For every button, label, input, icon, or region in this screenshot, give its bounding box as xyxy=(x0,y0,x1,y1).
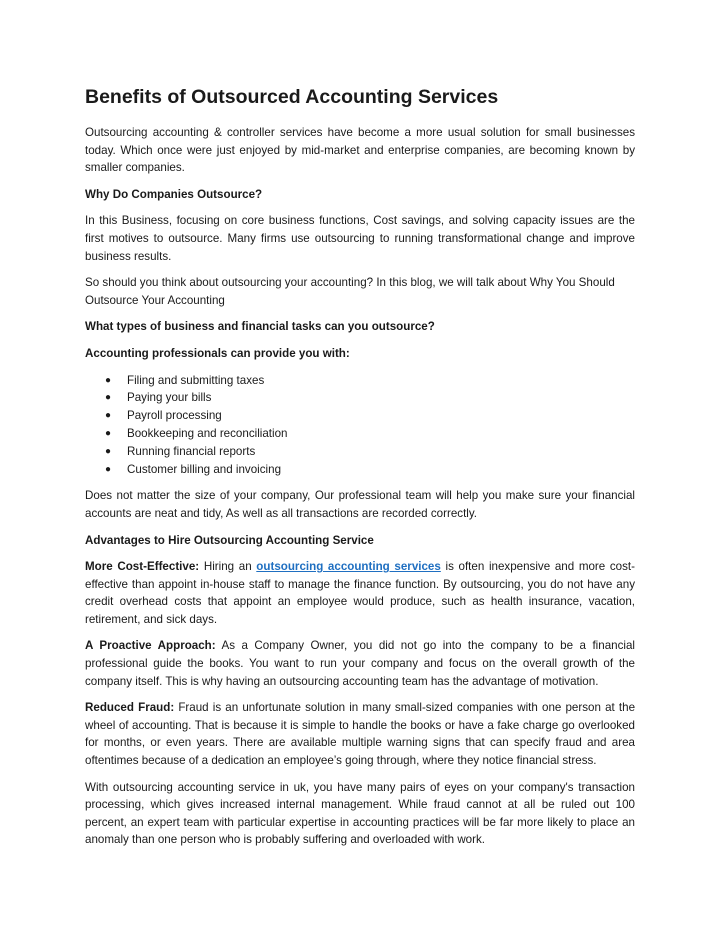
provide-heading: Accounting professionals can provide you with: xyxy=(85,346,350,360)
document-page xyxy=(85,84,635,858)
cost-lead: More Cost-Effective: xyxy=(85,560,200,574)
cost-after-link: is often inexpensive and more cost-effective than appoint in-house staff to manage the finance function. By outsourcing, you do not have any credit overhead costs that appoint an employee would produce, such as health insurance, vacation, retirement, and sick days. xyxy=(85,560,636,626)
fraud-lead: Reduced Fraud: xyxy=(85,701,175,715)
list-item xyxy=(105,407,635,425)
advantages-heading: Advantages to Hire Outsourcing Accounting Service xyxy=(85,533,374,547)
outsourcing-services-link[interactable]: outsourcing accounting services xyxy=(256,560,441,574)
proactive-text: As a Company Owner, you did not go into the company to be a financial professional guide the books. You want to run your company and focus on the overall growth of the company itself. This is why having an outsourcing accounting team has the advantage of motivation. xyxy=(85,639,635,688)
list-item-label: Running financial reports xyxy=(127,444,256,458)
list-item-label: Payroll processing xyxy=(127,409,222,423)
closing-paragraph: With outsourcing accounting service in uk, you have many pairs of eyes on your company's transaction processing, which gives increased internal management. While fraud cannot at all be ruled out 100 percent, an expert team with particular expertise in accounting practices will be far more likely to place an anomaly than one person who is probably suffering and overloaded with work. xyxy=(85,780,635,847)
fraud-text: Fraud is an unfortunate solution in many small-sized companies with one person at the wheel of accounting. That is because it is simple to handle the books or have a fake charge go overlooked for months, or even years. There are available multiple warning signs that can specify fraud and area oftentimes because of a dedication an employee’s going through, where they notice financial stress. xyxy=(85,701,636,768)
cost-before-link: Hiring an xyxy=(199,560,257,574)
blog-paragraph: So should you think about outsourcing your accounting? In this blog, we will talk about Why You Should Outsource Your Accounting xyxy=(85,276,615,307)
list-item xyxy=(105,461,635,479)
bullet-icon: ● xyxy=(105,427,112,439)
proactive-lead: A Proactive Approach: xyxy=(85,639,216,653)
services-list xyxy=(85,372,635,479)
proactive-paragraph xyxy=(85,637,635,690)
list-item-label: Paying your bills xyxy=(127,391,212,405)
list-item xyxy=(105,372,635,390)
why-heading: Why Do Companies Outsource? xyxy=(85,187,263,201)
list-item xyxy=(105,389,635,407)
page-title: Benefits of Outsourced Accounting Services xyxy=(85,86,499,108)
bullet-icon: ● xyxy=(105,374,112,386)
list-item-label: Bookkeeping and reconciliation xyxy=(127,426,288,440)
list-item xyxy=(105,443,635,461)
size-paragraph: Does not matter the size of your company, Our professional team will help you make sure your financial accounts are neat and tidy, As well as all transactions are recorded correctly. xyxy=(85,489,635,520)
bullet-icon: ● xyxy=(105,392,112,404)
types-heading: What types of business and financial tasks can you outsource? xyxy=(85,320,435,334)
cost-paragraph xyxy=(85,558,635,628)
bullet-icon: ● xyxy=(105,463,112,475)
fraud-paragraph xyxy=(85,699,635,769)
bullet-icon: ● xyxy=(105,410,112,422)
list-item xyxy=(105,425,635,443)
why-paragraph: In this Business, focusing on core business functions, Cost savings, and solving capacity issues are the first motives to outsource. Many firms use outsourcing to running transformational change and improve business results. xyxy=(85,214,635,263)
list-item-label: Customer billing and invoicing xyxy=(127,462,282,476)
list-item-label: Filing and submitting taxes xyxy=(127,373,265,387)
intro-paragraph: Outsourcing accounting & controller services have become a more usual solution for small businesses today. Which once were just enjoyed by mid-market and enterprise companies, are becoming known by smaller companies. xyxy=(85,126,635,175)
bullet-icon: ● xyxy=(105,445,112,457)
